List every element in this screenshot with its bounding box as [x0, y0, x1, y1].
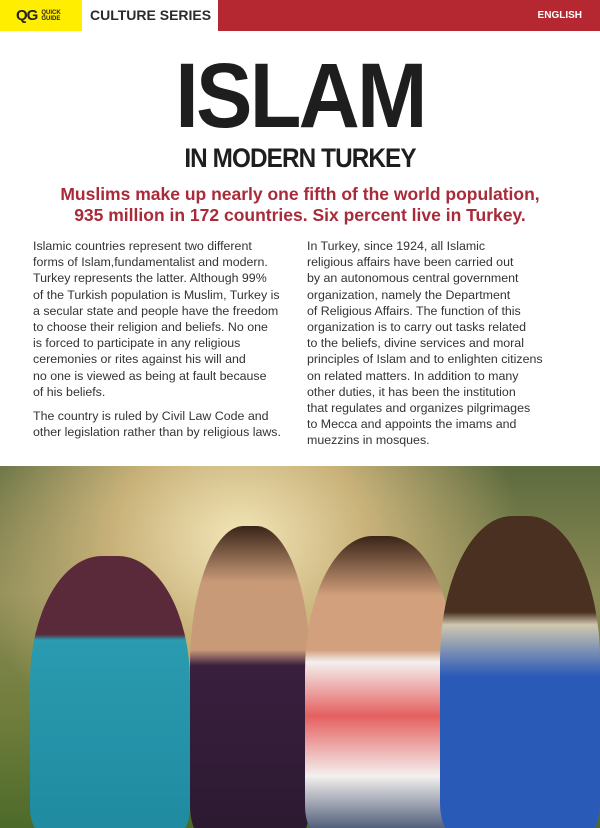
text-line: of the Turkish population is Muslim, Turkey is [33, 287, 280, 302]
text-line: to the beliefs, divine services and moral [307, 336, 524, 351]
text-line: The country is ruled by Civil Law Code and [33, 409, 269, 424]
qg-logo [0, 0, 82, 31]
paragraph [33, 238, 281, 400]
lead-text: Muslims make up nearly one fifth of the world population, 935 million in 172 countries. Six percent live in Turkey. [60, 184, 540, 225]
text-line: by an autonomous central government [307, 271, 519, 286]
text-line: muezzins in mosques. [307, 433, 430, 448]
paragraph [33, 408, 281, 440]
photo-four-women [0, 466, 600, 828]
text-line: no one is viewed as being at fault because [33, 368, 267, 383]
text-line: principles of Islam and to enlighten citizens [307, 352, 543, 367]
logo-text: QG [16, 7, 38, 24]
text-line: is forced to participate in any religious [33, 336, 241, 351]
paragraph [307, 238, 543, 449]
series-label: CULTURE SERIES [90, 7, 212, 23]
text-line: religious affairs have been carried out [307, 255, 514, 270]
text-line: to Mecca and appoints the imams and [307, 417, 517, 432]
page-subtitle: IN MODERN TURKEY [184, 143, 416, 173]
text-line: In Turkey, since 1924, all Islamic [307, 239, 486, 253]
column-right [307, 238, 543, 457]
text-line: on related matters. In addition to many [307, 368, 519, 383]
text-line: Turkey represents the latter. Although 99% [33, 271, 267, 286]
column-left [33, 238, 281, 448]
page-title: ISLAM [175, 45, 425, 147]
logo-sub: QUICK GUIDE [41, 9, 61, 22]
text-line: that regulates and organizes pilgrimages [307, 401, 531, 416]
text-line: to choose their religion and beliefs. No one [33, 320, 268, 335]
header-bar [0, 0, 600, 31]
text-line: other legislation rather than by religious laws. [33, 425, 281, 440]
text-line: Islamic countries represent two different [33, 239, 252, 253]
text-line: organization is to carry out tasks related [307, 320, 527, 335]
text-line: a secular state and people have the freedom [33, 303, 279, 318]
text-line: of his beliefs. [33, 384, 106, 399]
text-line: of Religious Affairs. The function of this [307, 303, 521, 318]
text-line: ceremonies or rites against his will and [33, 352, 246, 367]
text-line: other duties, it has been the institution [307, 384, 516, 399]
red-band [218, 0, 600, 31]
text-line: forms of Islam,fundamentalist and modern. [33, 255, 268, 270]
language-label: ENGLISH [537, 10, 582, 21]
text-line: organization, namely the Department [307, 287, 511, 302]
